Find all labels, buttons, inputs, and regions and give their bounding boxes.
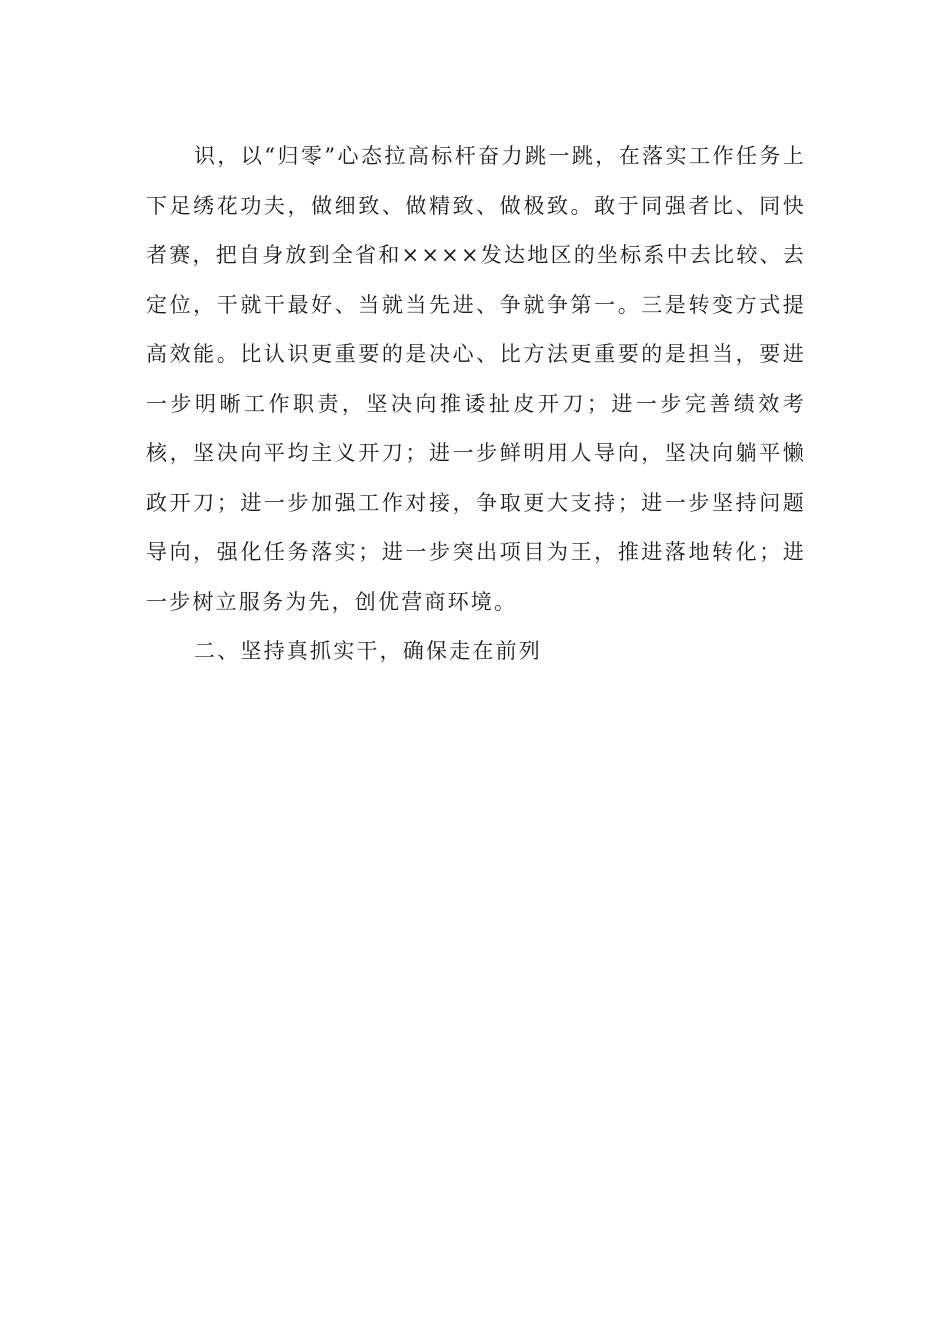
document-body bbox=[146, 132, 806, 677]
body-paragraph: 识，以“归零”心态拉高标杆奋力跳一跳，在落实工作任务上下足绣花功夫，做细致、做精致、做极致。敢于同强者比、同快者赛，把自身放到全省和××××发达地区的坐标系中去比较、去定位，干就干最好、当就当先进、争就争第一。三是转变方式提高效能。比认识更重要的是决心、比方法更重要的是担当，要进一步明晰工作职责，坚决向推诿扯皮开刀；进一步完善绩效考核，坚决向平均主义开刀；进一步鲜明用人导向，坚决向躺平懒政开刀；进一步加强工作对接，争取更大支持；进一步坚持问题导向，强化任务落实；进一步突出项目为王，推进落地转化；进一步树立服务为先，创优营商环境。 bbox=[146, 144, 806, 614]
section-heading: 二、坚持真抓实干，确保走在前列 bbox=[194, 639, 542, 663]
